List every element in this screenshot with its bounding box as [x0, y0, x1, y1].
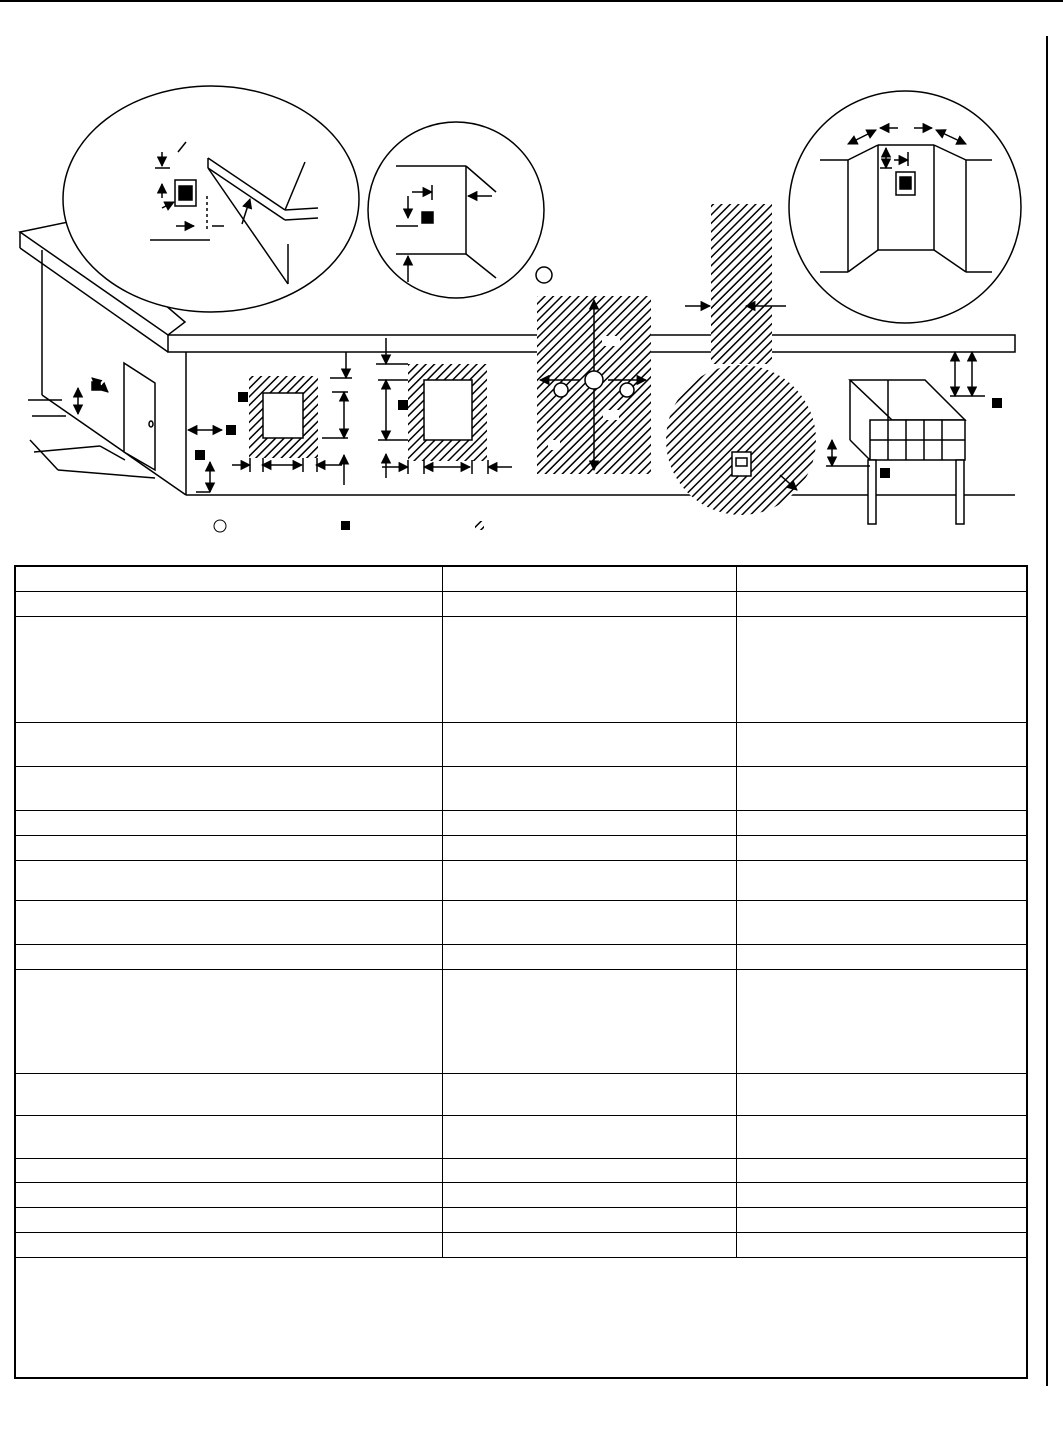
detail-corner	[368, 122, 544, 298]
table-row	[15, 811, 1027, 836]
meter-zone	[666, 204, 816, 515]
table-cell	[737, 566, 1028, 592]
table-cell	[737, 969, 1028, 1073]
table-row	[15, 969, 1027, 1073]
filled-square-icon	[422, 212, 433, 223]
table-row	[15, 1208, 1027, 1233]
table-cell	[737, 1233, 1028, 1258]
table-cell	[15, 901, 443, 945]
table-cell	[15, 723, 443, 767]
table-row	[15, 723, 1027, 767]
table-cell	[443, 566, 737, 592]
table-cell	[443, 860, 737, 900]
table-cell	[737, 901, 1028, 945]
filled-square-icon	[900, 177, 911, 189]
window-right	[376, 338, 512, 478]
table-row	[15, 617, 1027, 723]
table-row	[15, 1233, 1027, 1258]
table-cell	[15, 944, 443, 969]
table-cell	[443, 811, 737, 836]
table-row	[15, 1183, 1027, 1208]
table-cell	[443, 1208, 737, 1233]
table-row	[15, 860, 1027, 900]
table-cell	[15, 1233, 443, 1258]
table-cell	[443, 592, 737, 617]
table-cell	[737, 617, 1028, 723]
table-cell	[15, 836, 443, 861]
table-cell	[737, 1208, 1028, 1233]
table-row	[15, 1158, 1027, 1183]
table-cell	[15, 1116, 443, 1159]
table-cell	[443, 836, 737, 861]
table-footnote-row	[15, 1258, 1027, 1378]
table-cell	[443, 617, 737, 723]
table-footnote	[15, 1258, 1027, 1378]
legend-filled-square-icon	[341, 521, 350, 530]
open-circle-icon	[536, 267, 552, 283]
table-cell	[737, 836, 1028, 861]
table-cell	[15, 766, 443, 811]
table-row	[15, 944, 1027, 969]
open-circle-icon	[585, 371, 603, 389]
filled-square-icon	[179, 186, 192, 200]
legend-hatched-area-icon	[475, 521, 484, 530]
table-row	[15, 901, 1027, 945]
table-cell	[443, 723, 737, 767]
table-row	[15, 566, 1027, 592]
door	[124, 363, 155, 470]
table-cell	[15, 592, 443, 617]
table-cell	[443, 969, 737, 1073]
table-row	[15, 836, 1027, 861]
legend	[214, 520, 484, 532]
table-cell	[443, 766, 737, 811]
table-cell	[15, 566, 443, 592]
table-cell	[737, 1158, 1028, 1183]
table-cell	[443, 1073, 737, 1116]
detail-soffit	[63, 86, 359, 312]
legend-open-circle-icon	[214, 520, 226, 532]
central-vent-zone	[537, 296, 651, 474]
clearance-table	[14, 565, 1028, 1379]
table-cell	[737, 1183, 1028, 1208]
table-cell	[443, 1183, 737, 1208]
table-cell	[443, 901, 737, 945]
table-cell	[737, 766, 1028, 811]
table-cell	[443, 1116, 737, 1159]
table-cell	[737, 811, 1028, 836]
detail-alcove	[789, 91, 1021, 323]
deck	[826, 380, 965, 524]
table-cell	[15, 1158, 443, 1183]
vent-clearance-diagram	[0, 0, 1063, 560]
filled-square-icon	[92, 382, 100, 390]
window-left	[232, 352, 352, 485]
table-cell	[15, 617, 443, 723]
table-cell	[737, 1073, 1028, 1116]
table-row	[15, 1116, 1027, 1159]
table-row	[15, 766, 1027, 811]
table-cell	[443, 1158, 737, 1183]
table-cell	[737, 860, 1028, 900]
table-row	[15, 1073, 1027, 1116]
table-cell	[15, 1073, 443, 1116]
table-cell	[15, 811, 443, 836]
table-cell	[737, 723, 1028, 767]
table-cell	[15, 1183, 443, 1208]
table-cell	[737, 944, 1028, 969]
table-cell	[15, 1208, 443, 1233]
table-cell	[443, 944, 737, 969]
table-row	[15, 592, 1027, 617]
table-cell	[443, 1233, 737, 1258]
table-cell	[737, 592, 1028, 617]
table-cell	[15, 969, 443, 1073]
table-cell	[15, 860, 443, 900]
table-cell	[737, 1116, 1028, 1159]
